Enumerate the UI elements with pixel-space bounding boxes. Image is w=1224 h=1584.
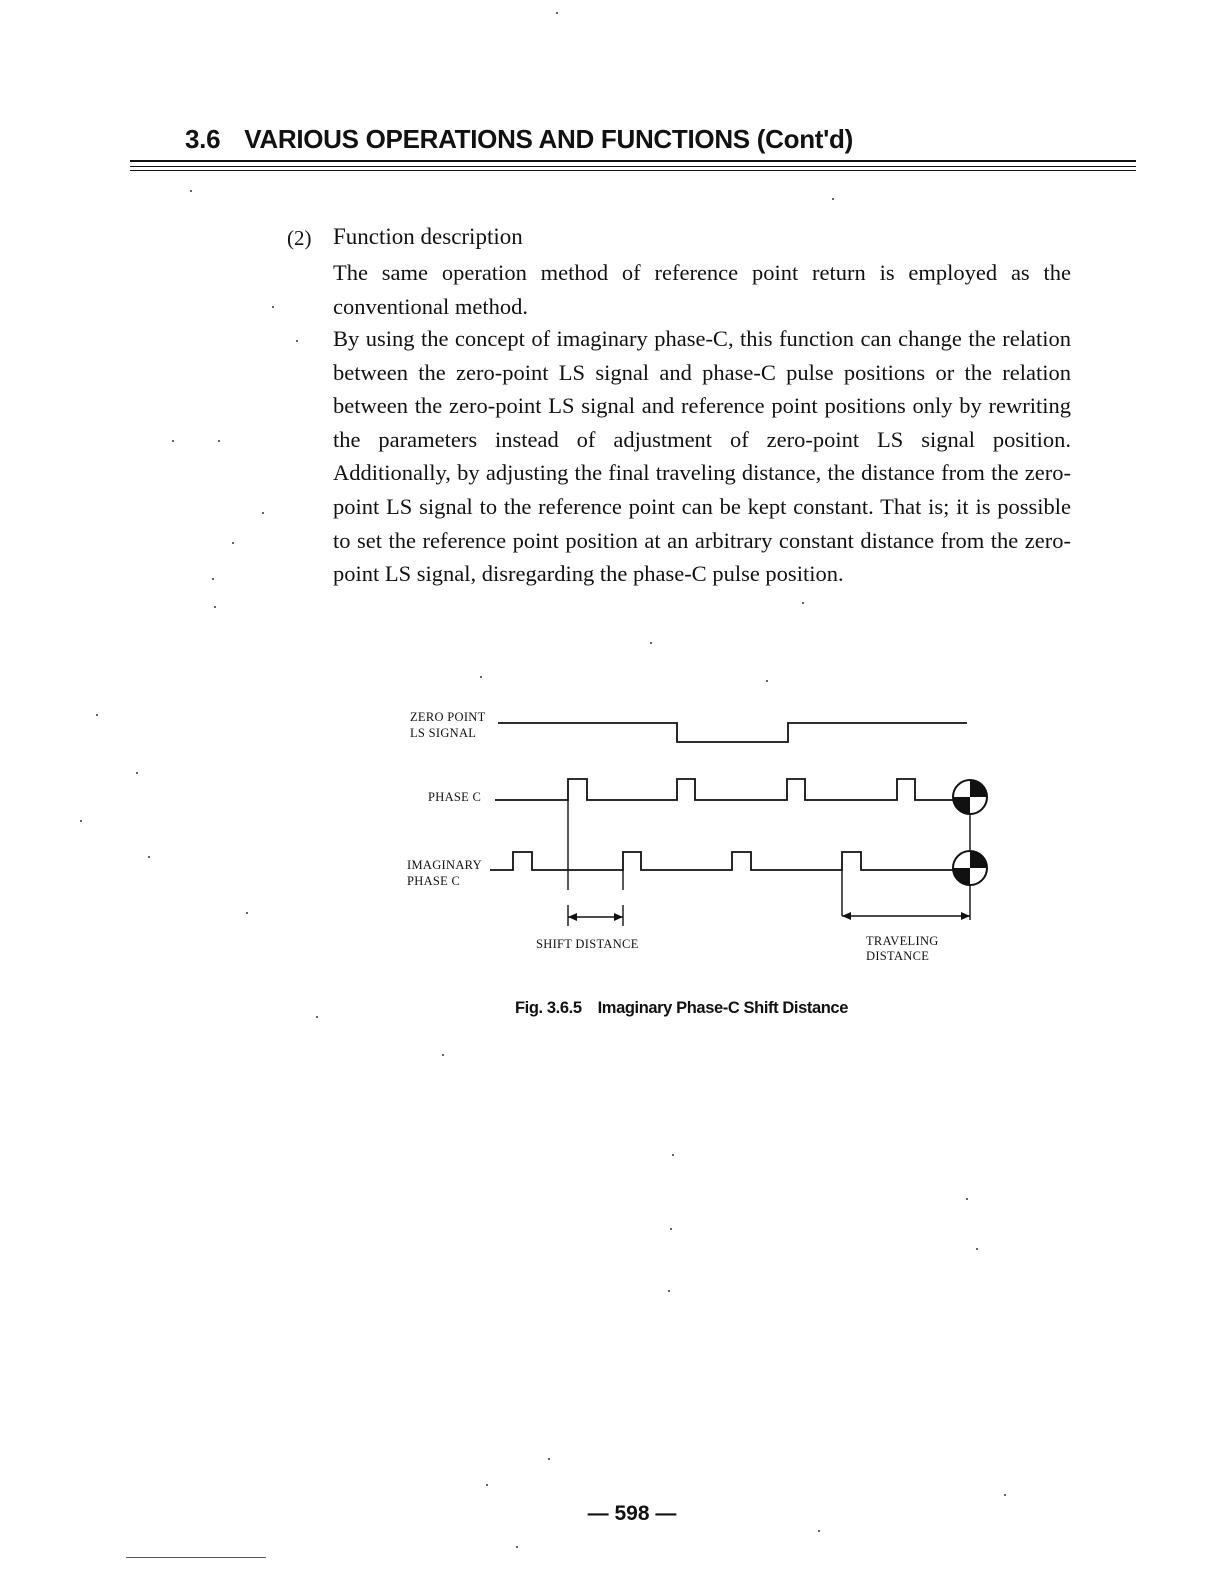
caption-text: Imaginary Phase-C Shift Distance	[597, 999, 848, 1017]
scan-speck	[966, 1198, 968, 1200]
scan-speck	[668, 1290, 670, 1292]
travel-arrow-right	[961, 912, 970, 920]
scan-speck	[516, 1546, 518, 1548]
scan-speck	[486, 1484, 488, 1486]
scan-speck	[246, 912, 248, 914]
caption-number: Fig. 3.6.5	[515, 999, 582, 1017]
phase-c-waveform	[495, 779, 955, 800]
scan-speck	[316, 1016, 318, 1018]
scan-speck	[802, 602, 804, 604]
imaginary-phase-c-waveform	[490, 852, 955, 870]
timing-diagram	[390, 690, 1010, 980]
scan-speck	[556, 12, 558, 14]
scan-speck	[96, 714, 98, 716]
imaginary-reference-point-marker	[953, 851, 987, 885]
header-rule	[130, 160, 1136, 162]
scan-speck	[832, 198, 834, 200]
header-rule	[130, 170, 1136, 171]
label-traveling-1: TRAVELING	[866, 934, 939, 948]
scan-speck	[670, 1228, 672, 1230]
scan-speck	[232, 542, 234, 544]
label-traveling-2: DISTANCE	[866, 949, 930, 963]
scan-speck	[190, 190, 192, 192]
scan-speck	[214, 606, 216, 608]
label-imaginary-1: IMAGINARY	[407, 858, 482, 872]
label-shift-distance: SHIFT DISTANCE	[536, 937, 639, 951]
scan-speck	[672, 1154, 674, 1156]
scan-speck	[136, 772, 138, 774]
section-number: 3.6	[185, 124, 221, 154]
scan-speck	[818, 1530, 820, 1532]
zero-point-ls-waveform	[498, 723, 967, 742]
shift-arrow-left	[568, 913, 577, 921]
header-rule	[130, 166, 1136, 167]
scan-speck	[172, 440, 174, 442]
label-imaginary-2: PHASE C	[407, 874, 461, 888]
scan-speck	[480, 676, 482, 678]
paragraph-1: The same operation method of reference point return is employed as the conventional method.	[333, 260, 1071, 319]
scan-speck	[1004, 1494, 1006, 1496]
page-number: — 598 —	[587, 1502, 677, 1525]
scan-speck	[148, 856, 150, 858]
scan-speck	[218, 440, 220, 442]
scan-speck	[80, 820, 82, 822]
figure-caption	[515, 999, 848, 1018]
section-title: VARIOUS OPERATIONS AND FUNCTIONS (Cont'd)	[244, 124, 853, 154]
scan-speck	[272, 306, 274, 308]
scan-speck	[262, 512, 264, 514]
scan-speck	[650, 642, 652, 644]
scan-speck	[548, 1458, 550, 1460]
travel-arrow-left	[842, 912, 851, 920]
paragraph-2: By using the concept of imaginary phase-C, this function can change the relation between the zero-point LS signal and phase-C pulse positions or the relation between the zero-point LS signal and reference point positions only by rewriting the parameters instead of adjustment of zero-point LS signal position. Additionally, by adjusting the final traveling distance, the distance from the zero-point LS signal to the reference point can be kept constant. That is; it is possible to set the reference point position at an arbitrary constant distance from the zero-point LS signal, disregarding the phase-C pulse position.	[333, 326, 1071, 587]
section-heading	[185, 124, 853, 155]
scan-speck	[296, 340, 298, 342]
item-number: (2)	[287, 226, 312, 250]
scan-speck	[976, 1248, 978, 1250]
label-phase-c: PHASE C	[428, 790, 482, 804]
footer-link-underline	[126, 1557, 266, 1558]
reference-point-marker	[953, 780, 987, 814]
item-heading: Function description	[333, 224, 523, 249]
scan-speck	[442, 1054, 444, 1056]
scan-speck	[212, 578, 214, 580]
shift-arrow-right	[614, 913, 623, 921]
label-zero-point-1: ZERO POINT	[410, 710, 486, 724]
label-zero-point-2: LS SIGNAL	[410, 726, 477, 740]
scan-speck	[766, 680, 768, 682]
